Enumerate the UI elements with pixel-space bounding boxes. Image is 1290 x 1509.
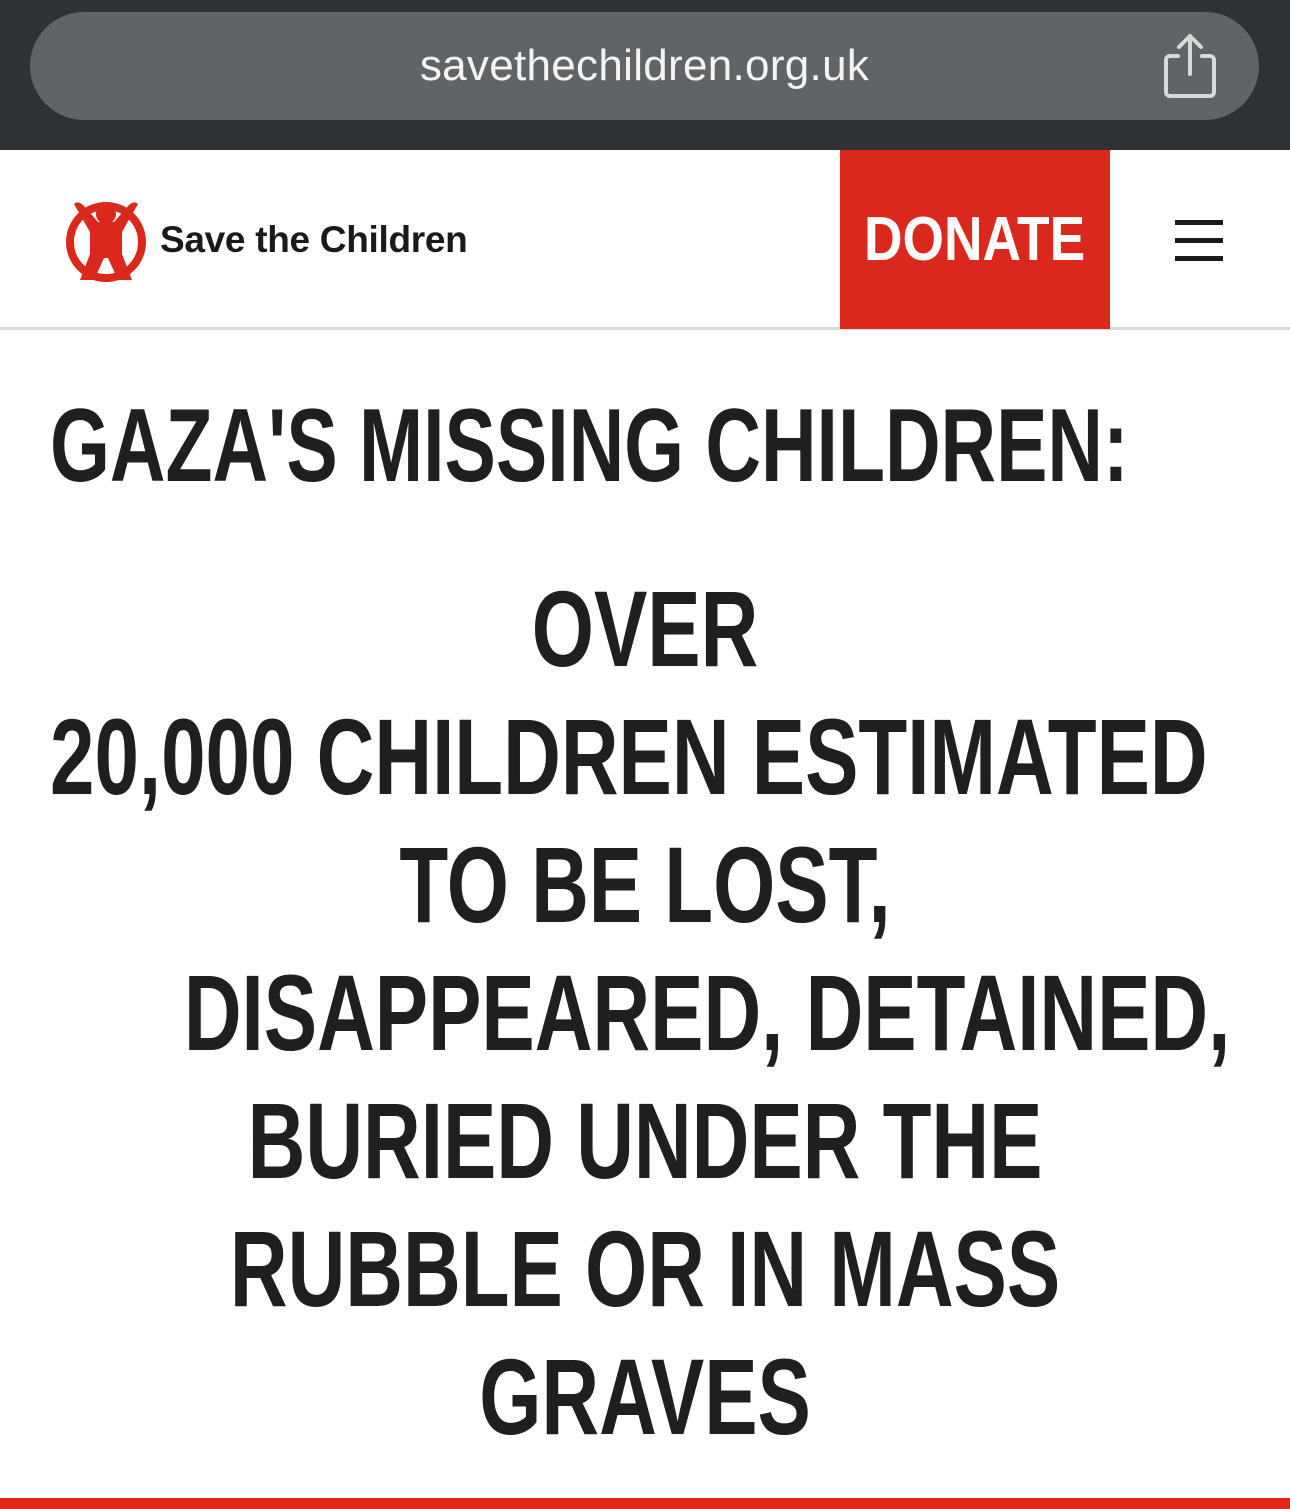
statement-line bbox=[0, 1333, 1290, 1461]
statement-line bbox=[0, 821, 1290, 949]
share-icon bbox=[1158, 30, 1222, 102]
statement-line-text: 20,000 CHILDREN ESTIMATED bbox=[50, 696, 1208, 817]
statement-line-text: RUBBLE OR IN MASS bbox=[229, 1208, 1061, 1329]
statement-line bbox=[0, 693, 1290, 821]
browser-toolbar bbox=[0, 0, 1290, 150]
statement-block bbox=[0, 565, 1290, 1461]
statement-line-text: OVER bbox=[531, 568, 759, 689]
headline-text: GAZA'S MISSING CHILDREN: bbox=[50, 388, 1129, 504]
site-header bbox=[0, 150, 1290, 330]
share-button[interactable] bbox=[1158, 30, 1222, 102]
hamburger-menu-icon bbox=[1170, 218, 1228, 264]
statement-line-text: BURIED UNDER THE bbox=[247, 1080, 1043, 1201]
address-bar[interactable] bbox=[30, 12, 1259, 120]
statement-line bbox=[0, 565, 1290, 693]
page-headline bbox=[0, 388, 1290, 504]
statement-line bbox=[0, 1205, 1290, 1333]
menu-button[interactable] bbox=[1170, 218, 1228, 264]
bottom-accent-stripe bbox=[0, 1498, 1290, 1509]
statement-line-text: GRAVES bbox=[479, 1336, 811, 1457]
url-text[interactable]: savethechildren.org.uk bbox=[419, 41, 870, 90]
statement-line-text: TO BE LOST, bbox=[399, 824, 891, 945]
statement-line-text: DISAPPEARED, DETAINED, bbox=[183, 952, 1231, 1073]
statement-line bbox=[0, 1077, 1290, 1205]
site-logo[interactable] bbox=[64, 192, 467, 288]
donate-button-label: DONATE bbox=[864, 205, 1086, 274]
main-content bbox=[0, 330, 1290, 1500]
logo-text: Save the Children bbox=[160, 219, 468, 260]
statement-line bbox=[0, 949, 1290, 1077]
donate-button[interactable] bbox=[840, 150, 1110, 329]
save-the-children-logo-icon bbox=[64, 194, 150, 286]
